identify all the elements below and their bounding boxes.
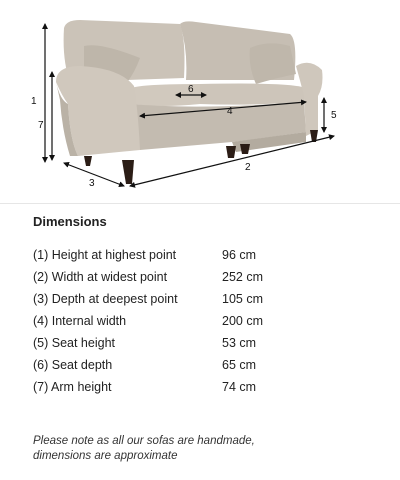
dimension-value: 252 cm: [222, 270, 263, 284]
dimension-label: (5) Seat height: [33, 336, 115, 350]
dimension-value: 200 cm: [222, 314, 263, 328]
marker-3: 3: [89, 178, 95, 189]
dimension-label: (6) Seat depth: [33, 358, 113, 372]
sofa-image: [56, 20, 323, 184]
sofa-dimension-diagram: [0, 0, 400, 200]
dimension-row-internal-width: [33, 310, 313, 332]
dimension-value: 96 cm: [222, 248, 257, 262]
note-line-2: dimensions are approximate: [33, 450, 178, 462]
dimension-row-seat-height: [33, 332, 313, 354]
dimension-value: 53 cm: [222, 336, 257, 350]
marker-1: 1: [31, 96, 37, 107]
dimension-label: (4) Internal width: [33, 314, 127, 328]
handmade-note: [33, 434, 373, 464]
dimension-label: (2) Width at widest point: [33, 270, 168, 284]
section-divider: [0, 203, 400, 204]
dimensions-list: [33, 244, 313, 398]
dimension-label: (3) Depth at deepest point: [33, 292, 178, 306]
dimensions-heading: Dimensions: [33, 214, 107, 229]
dimension-value: 74 cm: [222, 380, 257, 394]
dimension-row-width: [33, 266, 313, 288]
marker-2: 2: [245, 162, 251, 173]
dimension-row-height: [33, 244, 313, 266]
dimension-row-seat-depth: [33, 354, 313, 376]
dimension-row-depth: [33, 288, 313, 310]
dimension-label: (1) Height at highest point: [33, 248, 177, 262]
marker-7: 7: [38, 120, 44, 131]
dimension-value: 105 cm: [222, 292, 263, 306]
dimension-value: 65 cm: [222, 358, 257, 372]
marker-4: 4: [227, 106, 233, 117]
note-line-1: Please note as all our sofas are handmade,: [33, 435, 255, 447]
marker-6: 6: [188, 84, 194, 95]
marker-5: 5: [331, 110, 337, 121]
dimension-row-arm-height: [33, 376, 313, 398]
dimension-label: (7) Arm height: [33, 380, 112, 394]
